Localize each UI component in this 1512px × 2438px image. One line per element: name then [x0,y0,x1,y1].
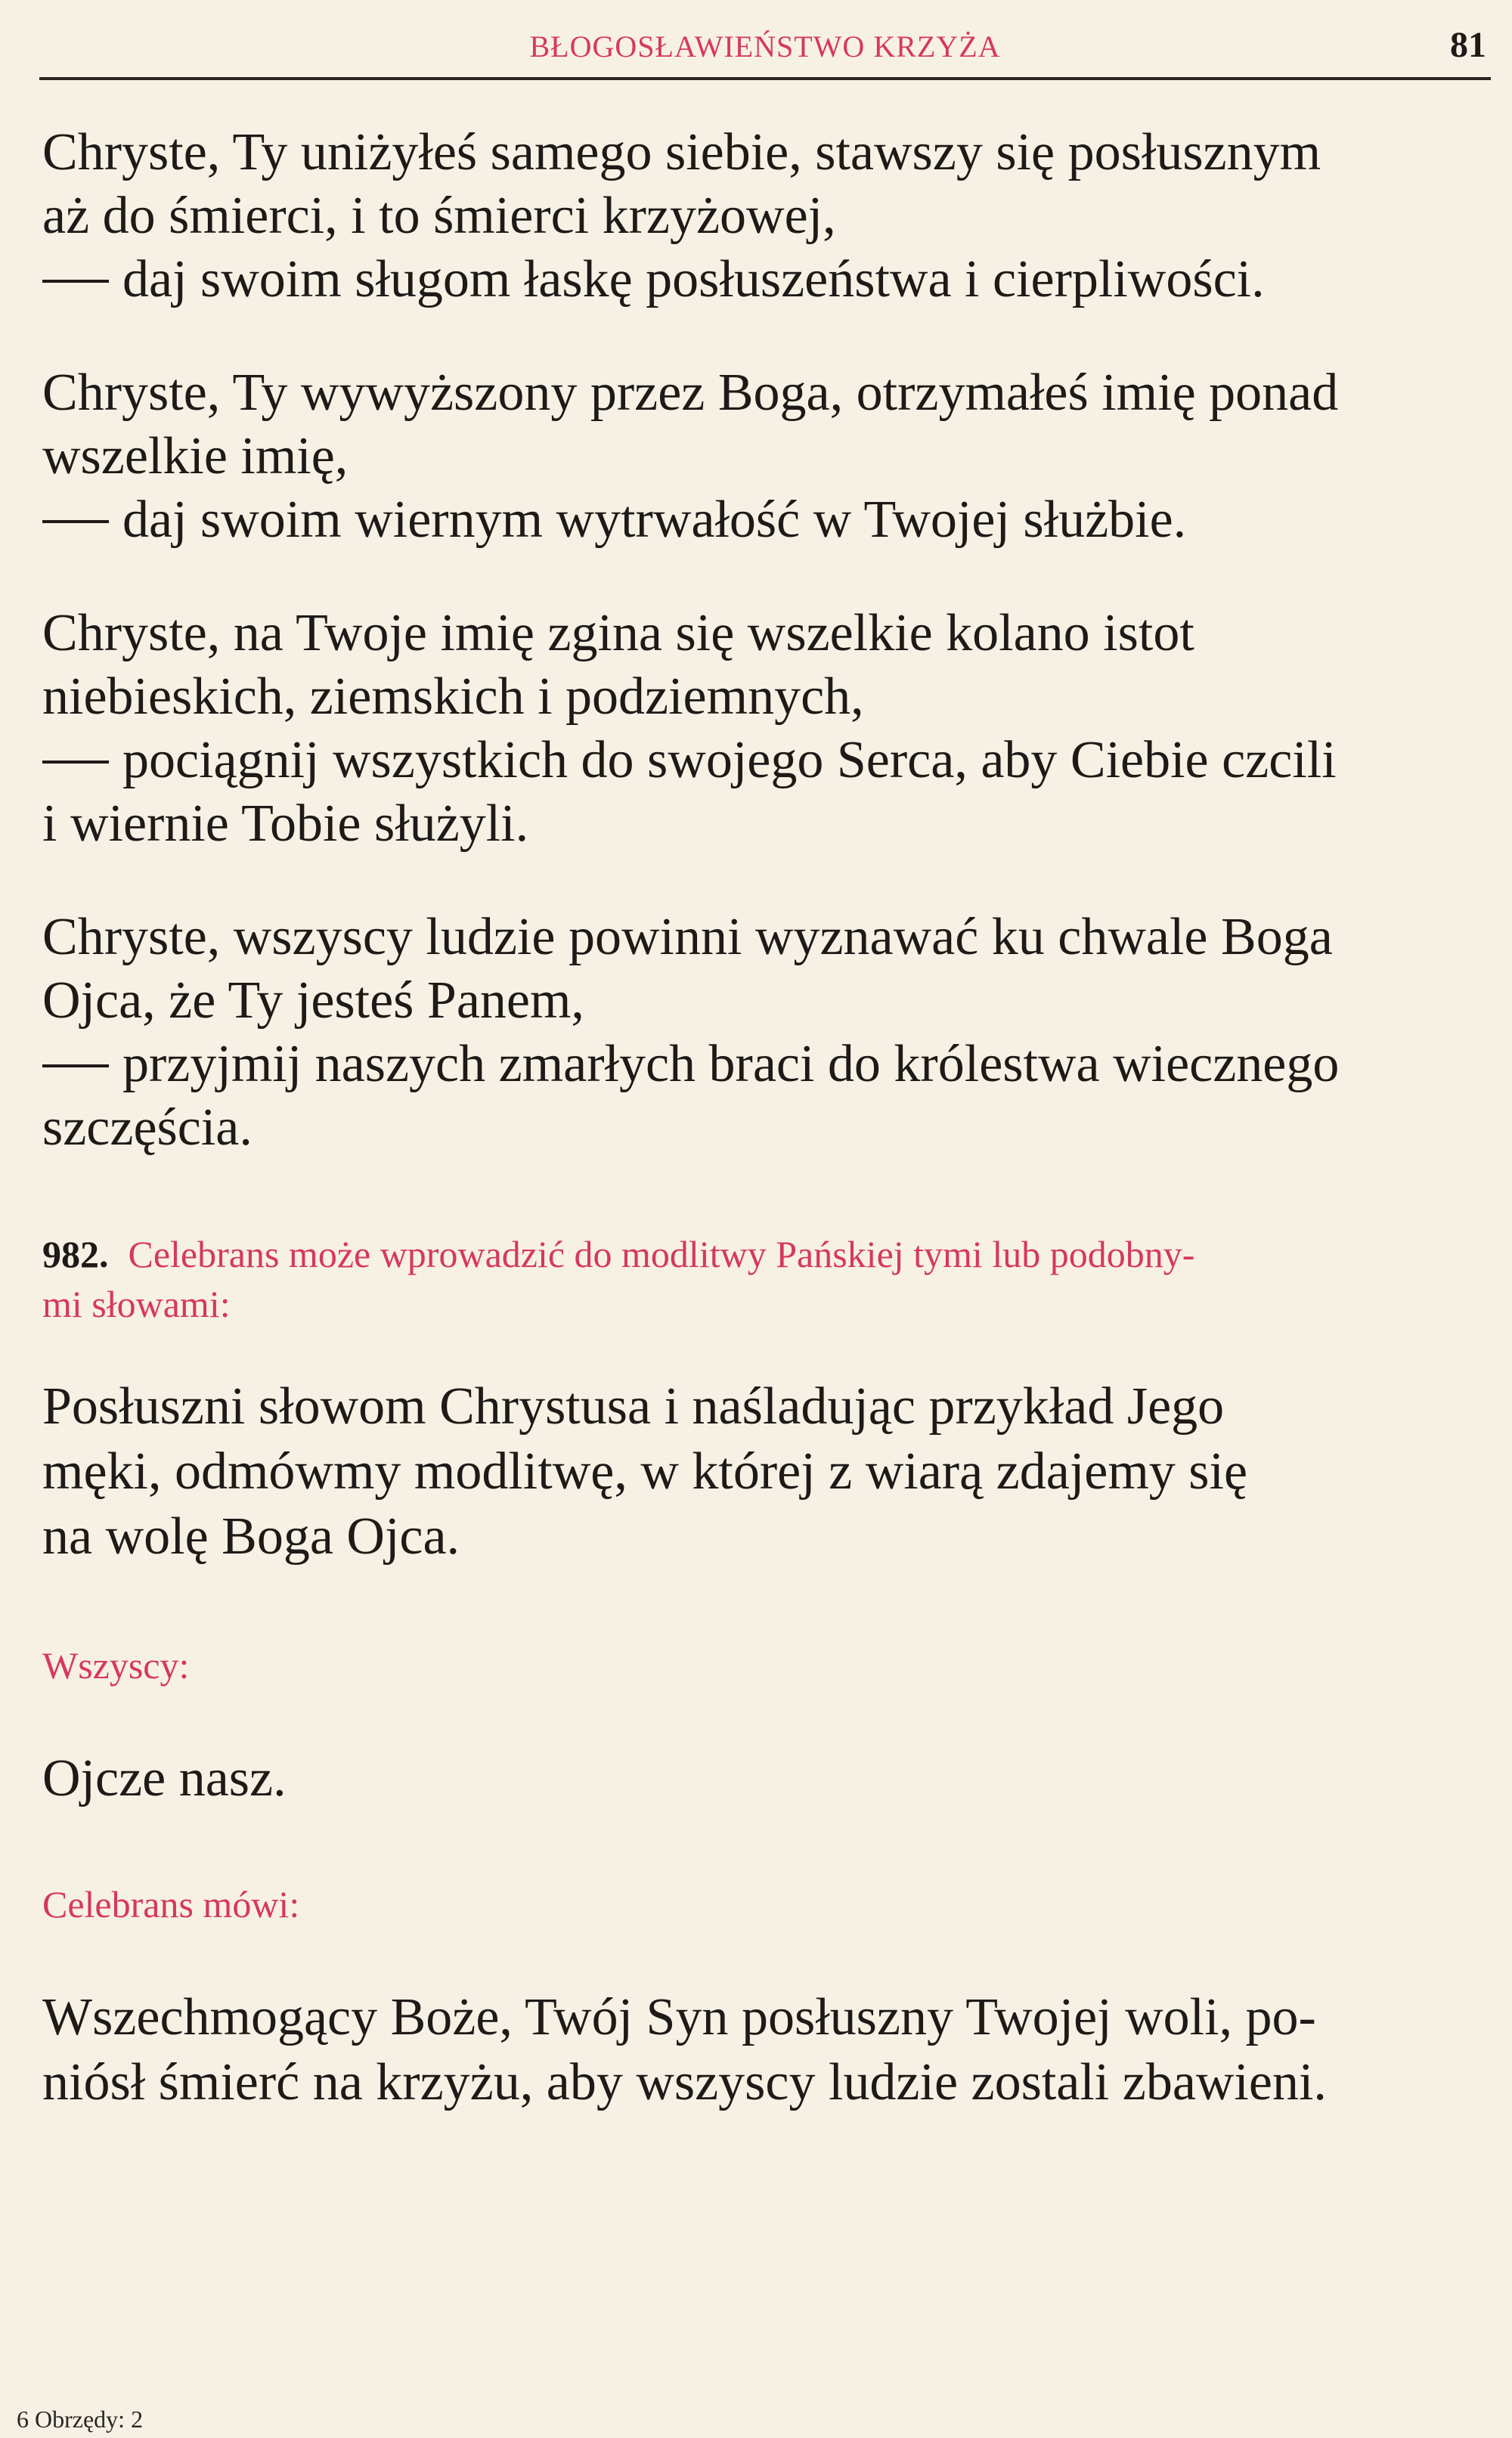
rubric-celebrant: Celebrans mówi: [42,1883,300,1925]
petition-response-text: pociągnij wszystkich do swojego Serca, aby Ciebie czcili [122,731,1337,789]
petition-response-continuation: szczęścia. [42,1098,253,1157]
petition-line: Chryste, Ty uniżyłeś samego siebie, stawszy się posłusznym [42,123,1321,181]
prayer-line: niósł śmierć na krzyżu, aby wszyscy ludzie zostali zbawieni. [42,2053,1327,2111]
closing-prayer [42,1985,1492,2115]
petition-response-text: daj swoim wiernym wytrwałość w Twojej służbie. [122,491,1187,549]
rubric-982-line-1 [42,1229,1492,1279]
petition-line: niebieskich, ziemskich i podziemnych, [42,668,864,726]
petition-line: Ojca, że Ty jesteś Panem, [42,971,584,1030]
intro-to-lords-prayer [42,1374,1492,1569]
intro-line: męki, odmówmy modlitwę, w której z wiarą zdajemy się [42,1442,1248,1501]
response-dash [42,1064,109,1067]
petition-response [42,248,1492,311]
response-dash [42,520,109,523]
petition-1 [42,121,1492,311]
petition-response [42,729,1492,792]
intro-line: Posłuszni słowom Chrystusa i naśladując przykład Jego [42,1377,1225,1436]
petition-2 [42,361,1492,552]
rubric-982 [42,1229,1492,1329]
section-number: 982. [42,1233,109,1275]
printer-signature: 6 Obrzędy: 2 [17,2405,144,2433]
running-header [39,17,1491,80]
petition-line: aż do śmierci, i to śmierci krzyżowej, [42,187,836,245]
rubric-all: Wszyscy: [42,1644,190,1687]
petition-4 [42,906,1492,1160]
petition-line: Chryste, Ty wywyższony przez Boga, otrzymałeś imię ponad [42,364,1339,422]
petition-line: Chryste, na Twoje imię zgina się wszelkie kolano istot [42,604,1194,662]
prayer-line: Wszechmogący Boże, Twój Syn posłuszny Twojej woli, po- [42,1988,1316,2046]
petition-response-text: przyjmij naszych zmarłych braci do królestwa wiecznego [122,1035,1340,1093]
response-dash [42,761,109,764]
petition-response [42,488,1492,552]
petition-response-text: daj swoim sługom łaskę posłuszeństwa i cierpliwości. [122,250,1265,308]
petition-line: Chryste, wszyscy ludzie powinni wyznawać ku chwale Boga [42,908,1333,966]
rubric-982-line-2: mi słowami: [42,1283,231,1325]
page-number: 81 [1450,25,1486,65]
response-dash [42,280,109,283]
petition-response [42,1033,1492,1096]
petition-line: wszelkie imię, [42,427,349,485]
intro-line: na wolę Boga Ojca. [42,1507,460,1566]
rubric-text: Celebrans może wprowadzić do modlitwy Pańskiej tymi lub podobny- [128,1233,1195,1275]
page-content [42,121,1492,2115]
petition-response-continuation: i wiernie Tobie służyli. [42,795,529,853]
our-father: Ojcze nasz. [42,1749,287,1808]
petition-3 [42,602,1492,856]
running-title: BŁOGOSŁAWIEŃSTWO KRZYŻA [529,29,1001,64]
